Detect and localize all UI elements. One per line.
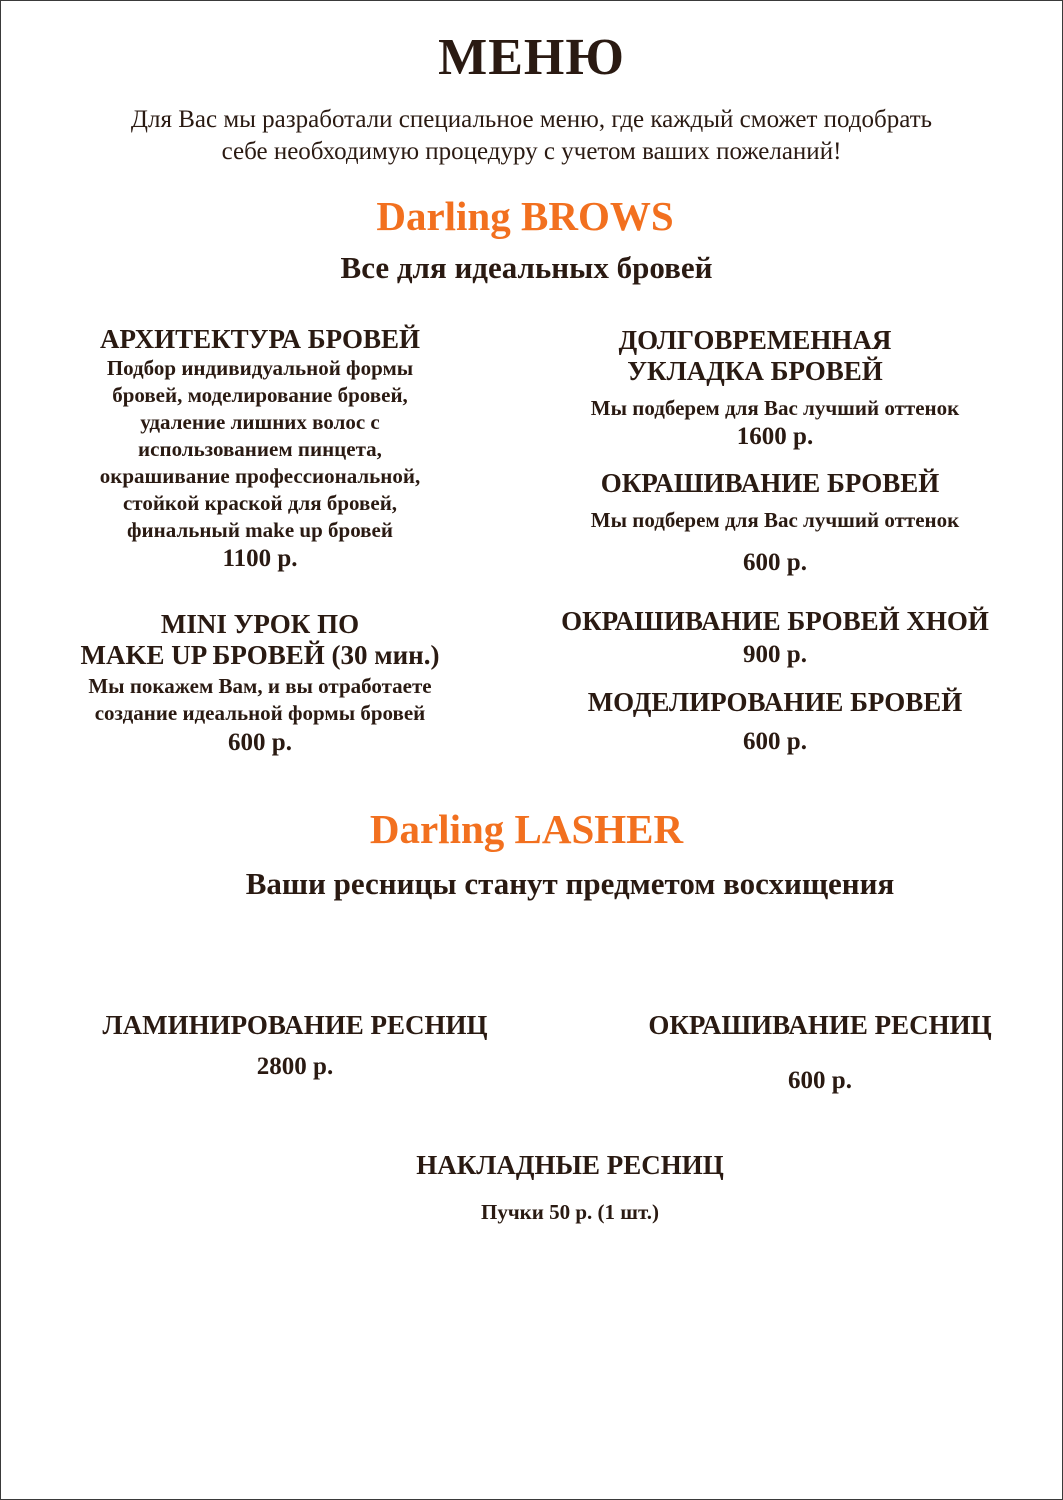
service-henna (540, 606, 1010, 670)
service-price: 1100 р. (222, 545, 298, 572)
service-mini-lesson (40, 609, 480, 758)
service-false-lashes (340, 1150, 800, 1226)
service-price: 600 р. (228, 729, 292, 756)
service-name-line: MAKE UP БРОВЕЙ (30 мин.) (80, 640, 440, 670)
service-lash-lamination (60, 1010, 530, 1082)
service-long-term-styling (540, 325, 1010, 452)
service-price: 600 р. (788, 1067, 852, 1094)
service-name: НАКЛАДНЫЕ РЕСНИЦ (416, 1150, 724, 1180)
service-description-line: создание идеальной формы бровей (94, 701, 426, 725)
service-name: ОКРАШИВАНИЕ РЕСНИЦ (648, 1010, 992, 1040)
service-price: Пучки 50 р. (1 шт.) (480, 1200, 659, 1224)
service-description (40, 355, 480, 544)
service-price: 1600 р. (736, 423, 814, 450)
lashes-section-title: Darling LASHER (369, 806, 684, 852)
intro-line: Для Вас мы разработали специальное меню, где каждый сможет подобрать (130, 106, 933, 133)
description-line: финальный make up бровей (127, 518, 393, 542)
service-description: Мы подберем для Вас лучший оттенок (590, 508, 960, 532)
service-price: 600 р. (743, 549, 807, 576)
description-line: стойкой краской для бровей, (122, 491, 398, 515)
service-name-line: УКЛАДКА БРОВЕЙ (627, 356, 883, 386)
lashes-section-subtitle: Ваши ресницы станут предметом восхищения (245, 866, 895, 901)
service-name-line: MINI УРОК ПО (160, 609, 360, 639)
service-name: ЛАМИНИРОВАНИЕ РЕСНИЦ (102, 1010, 488, 1040)
service-brow-coloring (540, 468, 1010, 578)
service-price: 2800 р. (256, 1053, 334, 1080)
service-price: 600 р. (743, 728, 807, 755)
service-brow-modeling (540, 687, 1010, 757)
service-price: 900 р. (743, 641, 807, 668)
service-brow-architecture (40, 324, 480, 574)
service-name-line: ДОЛГОВРЕМЕННАЯ (618, 325, 892, 355)
service-name: МОДЕЛИРОВАНИЕ БРОВЕЙ (587, 687, 963, 717)
intro-line: себе необходимую процедуру с учетом ваших пожеланий! (221, 138, 842, 165)
description-line: использованием пинцета, (138, 437, 382, 461)
intro-text (0, 104, 1063, 168)
brows-section-subtitle: Все для идеальных бровей (340, 250, 713, 285)
service-name: ОКРАШИВАНИЕ БРОВЕЙ ХНОЙ (561, 606, 989, 636)
service-description-line: Мы покажем Вам, и вы отработаете (88, 674, 432, 698)
service-lash-coloring (590, 1010, 1050, 1096)
description-line: Подбор индивидуальной формы (106, 356, 414, 380)
description-line: окрашивание профессиональной, (99, 464, 421, 488)
description-line: удаление лишних волос с (140, 410, 380, 434)
page-title: МЕНЮ (438, 29, 625, 86)
service-name: ОКРАШИВАНИЕ БРОВЕЙ (600, 468, 940, 498)
brows-section-title: Darling BROWS (376, 193, 674, 239)
description-line: бровей, моделирование бровей, (112, 383, 408, 407)
service-name: АРХИТЕКТУРА БРОВЕЙ (100, 324, 420, 354)
service-description: Мы подберем для Вас лучший оттенок (590, 396, 960, 420)
